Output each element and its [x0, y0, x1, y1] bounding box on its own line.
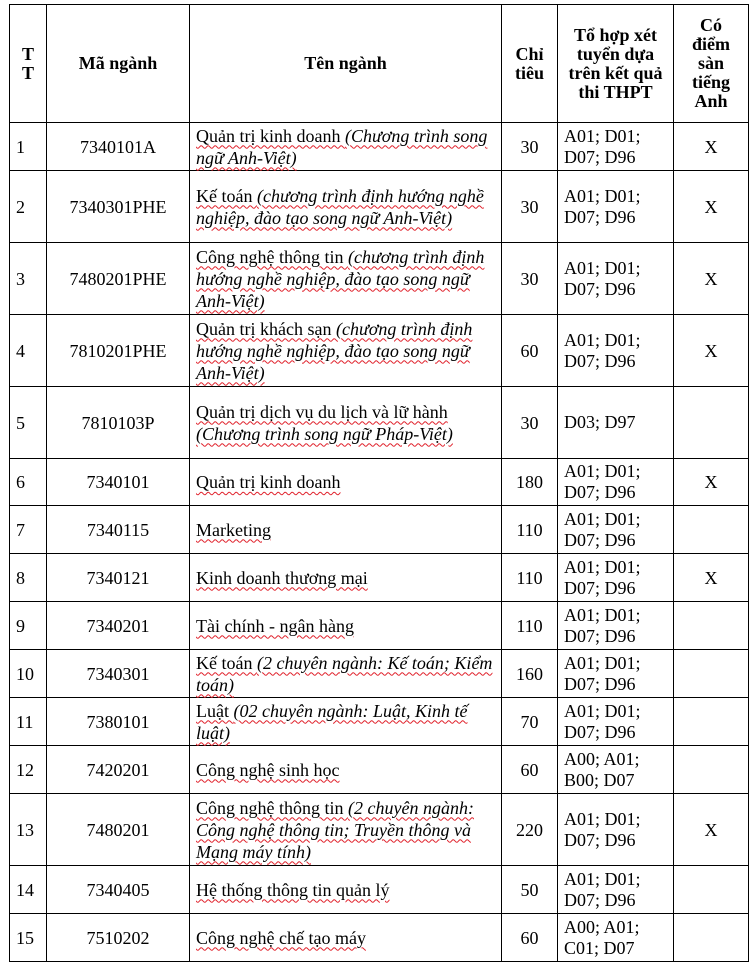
major-name: Tài chính - ngân hàng — [196, 615, 354, 636]
major-code: 7810201PHE — [47, 315, 190, 387]
table-row — [10, 315, 749, 387]
row-number: 6 — [10, 459, 47, 506]
admissions-table — [9, 4, 749, 962]
major-name: Công nghệ chế tạo máy — [196, 927, 366, 948]
major-name-note: (02 chuyên ngành: Luật, Kinh tế luật) — [196, 700, 468, 743]
major-name-cell — [190, 650, 502, 698]
major-name-cell — [190, 387, 502, 459]
table-row — [10, 506, 749, 554]
quota: 110 — [502, 602, 558, 650]
english-threshold — [674, 914, 749, 962]
english-threshold: X — [674, 459, 749, 506]
header-tt: T T — [10, 5, 47, 123]
quota: 220 — [502, 794, 558, 866]
subject-combination: A01; D01; D07; D96 — [558, 459, 674, 506]
quota: 30 — [502, 387, 558, 459]
row-number: 10 — [10, 650, 47, 698]
table-row — [10, 914, 749, 962]
major-code: 7340101 — [47, 459, 190, 506]
quota: 60 — [502, 914, 558, 962]
major-name: Kinh doanh thương mại — [196, 567, 368, 588]
major-name: Kế toán — [196, 652, 257, 673]
header-english: Có điểm sàn tiếng Anh — [674, 5, 749, 123]
quota: 180 — [502, 459, 558, 506]
major-name-note: (chương trình định hướng nghề nghiệp, đào tạo song ngữ Anh-Việt) — [196, 318, 473, 383]
major-name-note: (Chương trình song ngữ Pháp-Việt) — [196, 423, 453, 444]
row-number: 7 — [10, 506, 47, 554]
quota: 60 — [502, 746, 558, 794]
major-code: 7340121 — [47, 554, 190, 602]
header-code: Mã ngành — [47, 5, 190, 123]
quota: 50 — [502, 866, 558, 914]
header-combo: Tổ hợp xét tuyển dựa trên kết quả thi THPT — [558, 5, 674, 123]
quota: 60 — [502, 315, 558, 387]
subject-combination: A00; A01; B00; D07 — [558, 746, 674, 794]
major-name: Hệ thống thông tin quản lý — [196, 879, 390, 900]
table-row — [10, 650, 749, 698]
major-name-note: (chương trình định hướng nghề nghiệp, đào tạo song ngữ Anh-Việt) — [196, 185, 484, 228]
table-row — [10, 387, 749, 459]
table-row — [10, 794, 749, 866]
major-name-note: (2 chuyên ngành: Kế toán; Kiểm toán) — [196, 652, 493, 695]
major-name-cell — [190, 506, 502, 554]
subject-combination: A01; D01; D07; D96 — [558, 554, 674, 602]
major-name: Quản trị khách sạn — [196, 318, 336, 339]
quota: 70 — [502, 698, 558, 746]
major-code: 7480201PHE — [47, 243, 190, 315]
subject-combination: A00; A01; C01; D07 — [558, 914, 674, 962]
english-threshold — [674, 650, 749, 698]
row-number: 15 — [10, 914, 47, 962]
major-name-note: (2 chuyên ngành: Công nghệ thông tin; Truyền thông và Mạng máy tính) — [196, 797, 474, 862]
major-name-cell — [190, 602, 502, 650]
quota: 30 — [502, 171, 558, 243]
row-number: 5 — [10, 387, 47, 459]
english-threshold: X — [674, 315, 749, 387]
english-threshold: X — [674, 243, 749, 315]
major-name: Quản trị dịch vụ du lịch và lữ hành — [196, 401, 448, 422]
major-name-cell — [190, 746, 502, 794]
quota: 110 — [502, 554, 558, 602]
row-number: 12 — [10, 746, 47, 794]
major-code: 7810103P — [47, 387, 190, 459]
major-name-cell — [190, 914, 502, 962]
table-row — [10, 554, 749, 602]
major-name-cell — [190, 866, 502, 914]
english-threshold: X — [674, 554, 749, 602]
major-code: 7340201 — [47, 602, 190, 650]
subject-combination: A01; D01; D07; D96 — [558, 171, 674, 243]
header-name: Tên ngành — [190, 5, 502, 123]
major-name-cell — [190, 243, 502, 315]
major-name: Quản trị kinh doanh — [196, 472, 341, 492]
major-name: Công nghệ thông tin — [196, 246, 348, 267]
major-code: 7340301PHE — [47, 171, 190, 243]
row-number: 4 — [10, 315, 47, 387]
major-name: Công nghệ thông tin — [196, 797, 348, 818]
row-number: 14 — [10, 866, 47, 914]
major-code: 7480201 — [47, 794, 190, 866]
major-name-cell — [190, 794, 502, 866]
major-name-note: (Chương trình song ngữ Anh-Việt) — [196, 125, 488, 168]
quota: 30 — [502, 123, 558, 171]
major-code: 7420201 — [47, 746, 190, 794]
english-threshold — [674, 698, 749, 746]
table-row — [10, 746, 749, 794]
major-code: 7380101 — [47, 698, 190, 746]
major-name: Marketing — [196, 519, 271, 540]
major-code: 7510202 — [47, 914, 190, 962]
english-threshold — [674, 506, 749, 554]
subject-combination: A01; D01; D07; D96 — [558, 602, 674, 650]
subject-combination: A01; D01; D07; D96 — [558, 650, 674, 698]
english-threshold — [674, 746, 749, 794]
table-row — [10, 698, 749, 746]
major-name-cell — [190, 554, 502, 602]
row-number: 9 — [10, 602, 47, 650]
row-number: 13 — [10, 794, 47, 866]
row-number: 1 — [10, 123, 47, 171]
major-code: 7340101A — [47, 123, 190, 171]
major-name-cell — [190, 459, 502, 506]
subject-combination: A01; D01; D07; D96 — [558, 506, 674, 554]
quota: 160 — [502, 650, 558, 698]
major-name-note: (chương trình định hướng nghề nghiệp, đào tạo song ngữ Anh-Việt) — [196, 246, 485, 311]
major-name: Luật — [196, 700, 234, 721]
subject-combination: A01; D01; D07; D96 — [558, 315, 674, 387]
major-name-cell — [190, 315, 502, 387]
subject-combination: A01; D01; D07; D96 — [558, 123, 674, 171]
subject-combination: A01; D01; D07; D96 — [558, 794, 674, 866]
major-code: 7340301 — [47, 650, 190, 698]
subject-combination: A01; D01; D07; D96 — [558, 866, 674, 914]
english-threshold — [674, 866, 749, 914]
row-number: 11 — [10, 698, 47, 746]
english-threshold — [674, 602, 749, 650]
table-row — [10, 243, 749, 315]
major-name: Quản trị kinh doanh — [196, 125, 345, 146]
table-row — [10, 866, 749, 914]
major-name-cell — [190, 698, 502, 746]
major-code: 7340405 — [47, 866, 190, 914]
subject-combination: D03; D97 — [558, 387, 674, 459]
quota: 110 — [502, 506, 558, 554]
english-threshold — [674, 387, 749, 459]
subject-combination: A01; D01; D07; D96 — [558, 243, 674, 315]
header-quota: Chỉ tiêu — [502, 5, 558, 123]
header-row — [10, 5, 749, 123]
major-name-cell — [190, 123, 502, 171]
english-threshold: X — [674, 123, 749, 171]
major-name-cell — [190, 171, 502, 243]
table-row — [10, 171, 749, 243]
table-row — [10, 602, 749, 650]
english-threshold: X — [674, 794, 749, 866]
subject-combination: A01; D01; D07; D96 — [558, 698, 674, 746]
quota: 30 — [502, 243, 558, 315]
english-threshold: X — [674, 171, 749, 243]
table-row — [10, 123, 749, 171]
row-number: 8 — [10, 554, 47, 602]
major-code: 7340115 — [47, 506, 190, 554]
row-number: 3 — [10, 243, 47, 315]
table-row — [10, 459, 749, 506]
major-name: Kế toán — [196, 185, 257, 206]
major-name: Công nghệ sinh học — [196, 759, 340, 780]
row-number: 2 — [10, 171, 47, 243]
